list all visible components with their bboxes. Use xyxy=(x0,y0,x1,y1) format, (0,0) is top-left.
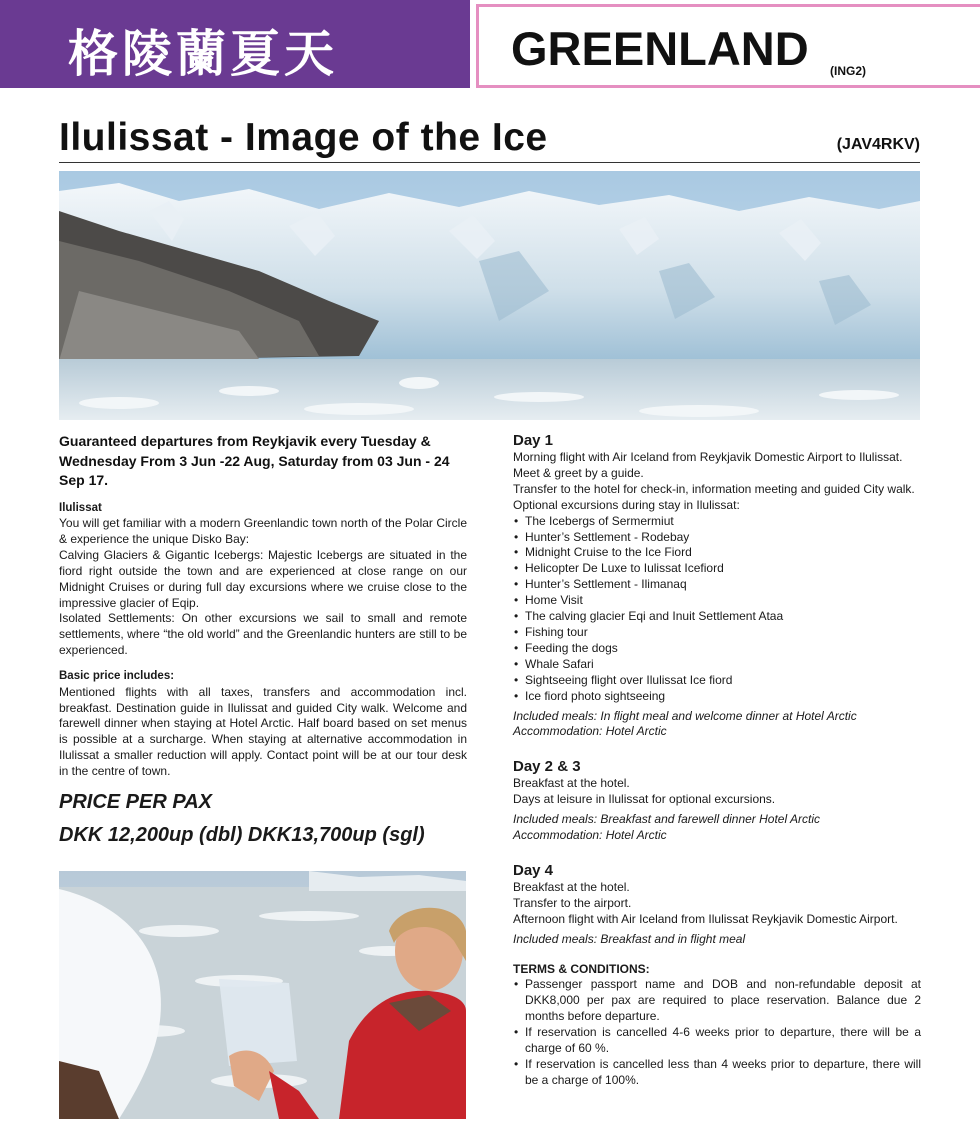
country-title: GREENLAND xyxy=(511,22,809,75)
excursion-item: • Feeding the dogs xyxy=(513,641,921,657)
excursion-item: • Home Visit xyxy=(513,593,921,609)
price-includes-text: Mentioned flights with all taxes, transfers and accommodation incl. breakfast. Destination guide in Ilulissat and guided City walk. Welcome and farewell dinner when staying at Hotel Arctic. Half board based on set menus is possible at a surcharge. When staying at alternative accommodation in Ilulissat a smaller reduction will apply. Contact point will be at our tour desk in the centre of town. xyxy=(59,684,467,779)
excursion-item: • Helicopter De Luxe to Iulissat Icefiord xyxy=(513,561,921,577)
terms-item: • If reservation is cancelled less than 4 weeks prior to departure, there will be a charge of 100%. xyxy=(513,1057,921,1089)
day1-line: Optional excursions during stay in Ilulissat: xyxy=(513,497,740,512)
guide-with-ice-photo xyxy=(59,871,466,1119)
day1-heading: Day 1 xyxy=(513,432,554,449)
excursion-item: • The Icebergs of Sermermiut xyxy=(513,514,921,530)
left-column xyxy=(59,432,467,847)
tour-code: (JAV4RKV) xyxy=(836,136,920,153)
tour-title: Ilulissat - Image of the Ice xyxy=(59,116,548,159)
day23-meals: Included meals: Breakfast and farewell dinner Hotel Arctic xyxy=(513,812,821,827)
title-divider xyxy=(59,162,920,163)
excursion-list xyxy=(513,514,921,705)
day1-line: Meet & greet by a guide. xyxy=(513,465,644,480)
excursion-item: • Sightseeing flight over Ilulissat Ice fiord xyxy=(513,673,921,689)
price-value: DKK 12,200up (dbl) DKK13,700up (sgl) xyxy=(59,824,425,847)
day23-line: Days at leisure in Ilulissat for optional excursions. xyxy=(513,792,776,807)
day4-line: Afternoon flight with Air Iceland from Ilulissat Reykjavik Domestic Airport. xyxy=(513,911,898,926)
excursion-item: • Midnight Cruise to the Ice Fiord xyxy=(513,545,921,561)
day1-accommodation: Accommodation: Hotel Arctic xyxy=(513,724,667,739)
chinese-title: 格陵蘭夏天 xyxy=(68,25,338,83)
excursion-item: • Fishing tour xyxy=(513,625,921,641)
departure-info: Guaranteed departures from Reykjavik every Tuesday & Wednesday From 3 Jun -22 Aug, Saturday from 03 Jun - 24 Sep 17. xyxy=(59,433,450,488)
day4-heading: Day 4 xyxy=(513,861,554,879)
terms-list xyxy=(513,977,921,1088)
intro-paragraph: You will get familiar with a modern Greenlandic town north of the Polar Circle & experience the unique Disko Bay: xyxy=(59,516,467,546)
day4-line: Breakfast at the hotel. xyxy=(513,879,630,894)
excursion-item: • Whale Safari xyxy=(513,657,921,673)
intro-heading: Ilulissat xyxy=(59,501,102,514)
day1-meals: Included meals: In flight meal and welcome dinner at Hotel Arctic xyxy=(513,708,857,723)
chinese-title-banner xyxy=(0,0,470,88)
right-column xyxy=(513,432,921,1089)
country-code: (ING2) xyxy=(830,64,866,78)
day23-line: Breakfast at the hotel. xyxy=(513,776,630,791)
excursion-item: • Ice fiord photo sightseeing xyxy=(513,689,921,705)
day4-meals: Included meals: Breakfast and in flight meal xyxy=(513,931,746,946)
excursion-item: • Hunter’s Settlement - Rodebay xyxy=(513,530,921,546)
terms-item: • Passenger passport name and DOB and non-refundable deposit at DKK8,000 per pax are required to place reservation. Balance due 2 months before departure. xyxy=(513,977,921,1025)
intro-paragraph: Isolated Settlements: On other excursions we sail to small and remote settlements, where “the old world” and the Greenlandic hunters are still to be experienced. xyxy=(59,611,467,658)
day23-heading: Day 2 & 3 xyxy=(513,758,581,776)
country-banner xyxy=(476,4,980,88)
day1-line: Transfer to the hotel for check-in, information meeting and guided City walk. xyxy=(513,481,915,496)
excursion-item: • Hunter’s Settlement - Ilimanaq xyxy=(513,577,921,593)
excursion-item: • The calving glacier Eqi and Inuit Settlement Ataa xyxy=(513,609,921,625)
day1-line: Morning flight with Air Iceland from Reykjavik Domestic Airport to Ilulissat. xyxy=(513,450,903,464)
day23-accommodation: Accommodation: Hotel Arctic xyxy=(513,828,667,843)
price-includes-heading: Basic price includes: xyxy=(59,670,175,683)
price-heading: PRICE PER PAX xyxy=(59,791,212,814)
terms-heading: TERMS & CONDITIONS: xyxy=(513,961,650,976)
intro-paragraph: Calving Glaciers & Gigantic Icebergs: Majestic Icebergs are situated in the fiord right outside the town and are experienced at close range on our Midnight Cruises or during full day excursions where we cruise close to the impressive glacier of Eqip. xyxy=(59,547,467,610)
glacier-photo xyxy=(59,171,920,420)
day4-line: Transfer to the airport. xyxy=(513,895,632,910)
terms-item: • If reservation is cancelled 4-6 weeks prior to departure, there will be a charge of 60 %. xyxy=(513,1025,921,1057)
